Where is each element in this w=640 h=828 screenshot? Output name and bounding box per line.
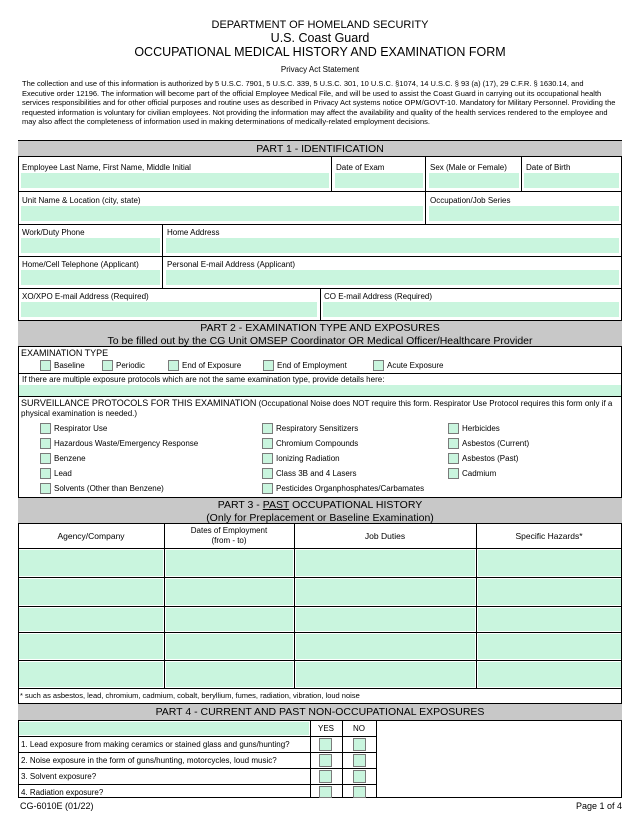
- surveillance-note: (Occupational Noise does NOT require this form. Respirator Use Protocol requires this form only if a physical examination is needed.): [21, 399, 613, 418]
- part1-title: PART 1 - IDENTIFICATION: [18, 140, 622, 157]
- checkbox-hazardous-waste[interactable]: [40, 438, 51, 449]
- home-address-field[interactable]: [166, 238, 619, 253]
- part4-header-fill: [19, 722, 309, 735]
- history-row5-dates[interactable]: [166, 662, 293, 687]
- col-job-duties: Job Duties: [364, 531, 406, 541]
- co-email-field[interactable]: [323, 302, 619, 317]
- history-row4-dates[interactable]: [166, 634, 293, 659]
- checkbox-chromium-compounds[interactable]: [262, 438, 273, 449]
- exam-type-acute-exposure: Acute Exposure: [387, 361, 444, 370]
- part4-title: PART 4 - CURRENT AND PAST NON-OCCUPATIONAL EXPOSURES: [18, 703, 622, 721]
- checkbox-asbestos-past[interactable]: [448, 453, 459, 464]
- label-employee-name: Employee Last Name, First Name, Middle Initial: [22, 163, 191, 172]
- part3-title-line1: [18, 499, 622, 512]
- history-row3-agency[interactable]: [19, 608, 163, 631]
- col-specific-hazards: Specific Hazards*: [515, 531, 583, 541]
- history-row1-hazards[interactable]: [478, 550, 621, 576]
- exam-type-end-of-exposure: End of Exposure: [182, 361, 242, 370]
- history-row4-duties[interactable]: [296, 634, 475, 659]
- protocol-benzene: Benzene: [54, 454, 86, 463]
- checkbox-respirator-use[interactable]: [40, 423, 51, 434]
- col-agency: Agency/Company: [57, 531, 125, 541]
- checkbox-acute-exposure[interactable]: [373, 360, 384, 371]
- protocol-herbicides: Herbicides: [462, 424, 500, 433]
- history-row2-hazards[interactable]: [478, 579, 621, 605]
- part3-title-suffix: OCCUPATIONAL HISTORY: [289, 499, 423, 511]
- q3-yes-checkbox[interactable]: [319, 770, 332, 783]
- protocol-asbestos-current: Asbestos (Current): [462, 439, 530, 448]
- protocol-lead: Lead: [54, 469, 72, 478]
- protocol-asbestos-past: Asbestos (Past): [462, 454, 519, 463]
- history-row5-agency[interactable]: [19, 662, 163, 687]
- checkbox-end-of-employment[interactable]: [263, 360, 274, 371]
- part3-title-past: PAST: [262, 499, 290, 511]
- q3-no-checkbox[interactable]: [353, 770, 366, 783]
- question-radiation: 4. Radiation exposure?: [21, 788, 104, 797]
- hazards-footnote: * such as asbestos, lead, chromium, cadmium, cobalt, beryllium, fumes, radiation, vibration, loud noise: [20, 691, 360, 700]
- home-phone-field[interactable]: [21, 270, 160, 285]
- part2-title-line1: PART 2 - EXAMINATION TYPE AND EXPOSURES: [200, 322, 440, 334]
- page-indicator: Page 1 of 4: [575, 801, 622, 811]
- checkbox-periodic[interactable]: [102, 360, 113, 371]
- checkbox-end-of-exposure[interactable]: [168, 360, 179, 371]
- history-row3-dates[interactable]: [166, 608, 293, 631]
- exam-type-label: EXAMINATION TYPE: [21, 348, 109, 358]
- protocol-chromium-compounds: Chromium Compounds: [276, 439, 359, 448]
- privacy-title: Privacy Act Statement: [280, 65, 360, 74]
- checkbox-solvents[interactable]: [40, 483, 51, 494]
- q2-yes-checkbox[interactable]: [319, 754, 332, 767]
- history-row3-duties[interactable]: [296, 608, 475, 631]
- surveillance-protocols-text: [21, 398, 619, 419]
- part2-title-line2: To be filled out by the CG Unit OMSEP Coordinator OR Medical Officer/Healthcare Provider: [107, 334, 533, 347]
- checkbox-baseline[interactable]: [40, 360, 51, 371]
- checkbox-benzene[interactable]: [40, 453, 51, 464]
- protocol-respirator-use: Respirator Use: [54, 424, 108, 433]
- agency-heading: U.S. Coast Guard: [270, 31, 370, 45]
- history-row4-agency[interactable]: [19, 634, 163, 659]
- exam-type-baseline: Baseline: [54, 361, 85, 370]
- q4-no-checkbox[interactable]: [353, 786, 366, 798]
- protocol-respiratory-sensitizers: Respiratory Sensitizers: [276, 424, 359, 433]
- history-row5-duties[interactable]: [296, 662, 475, 687]
- label-xo-email: XO/XPO E-mail Address (Required): [22, 292, 149, 301]
- question-lead: 1. Lead exposure from making ceramics or stained glass and guns/hunting?: [21, 740, 290, 749]
- label-co-email: CO E-mail Address (Required): [324, 292, 433, 301]
- xo-email-field[interactable]: [21, 302, 317, 317]
- label-work-phone: Work/Duty Phone: [22, 228, 85, 237]
- history-row1-duties[interactable]: [296, 550, 475, 576]
- history-row1-dates[interactable]: [166, 550, 293, 576]
- exam-type-periodic: Periodic: [116, 361, 145, 370]
- label-date-of-exam: Date of Exam: [336, 163, 385, 172]
- label-sex: Sex (Male or Female): [430, 163, 507, 172]
- department-heading: DEPARTMENT OF HOMELAND SECURITY: [211, 19, 429, 31]
- history-row2-agency[interactable]: [19, 579, 163, 605]
- q4-yes-checkbox[interactable]: [319, 786, 332, 798]
- date-of-birth-field[interactable]: [524, 173, 619, 188]
- checkbox-respiratory-sensitizers[interactable]: [262, 423, 273, 434]
- history-row5-hazards[interactable]: [478, 662, 621, 687]
- checkbox-herbicides[interactable]: [448, 423, 459, 434]
- protocol-hazardous-waste: Hazardous Waste/Emergency Response: [54, 439, 199, 448]
- occupation-field[interactable]: [429, 206, 619, 221]
- part3-title: [18, 497, 622, 524]
- label-occupation: Occupation/Job Series: [430, 196, 511, 205]
- privacy-statement: The collection and use of this information is authorized by 5 U.S.C. 7901, 5 U.S.C. 339, 5 U.S.C. 301, 10 U.S.C. §1074, 14 U.S.C. § 93 (a) (17), 29 C.F.R. § 1630.14, and Executive order 12196. The information will become part of the official Employee Medical File, and will be used to assist the Coast Guard in carrying out its occupational health services responsibilities and for other official purposes and routine uses as described in Privacy Act systems notice OPM/GOVT-10. Mandatory for Military Personnel. Providing the requested information is voluntary for civilian employees. Not providing the information may affect the availability and quality of the health services rendered to the employee and may also affect the completeness of information used in making determinations of medically-related employment decisions.: [22, 79, 616, 127]
- history-row2-duties[interactable]: [296, 579, 475, 605]
- surveillance-heading: SURVEILLANCE PROTOCOLS FOR THIS EXAMINATION: [21, 398, 257, 408]
- q2-no-checkbox[interactable]: [353, 754, 366, 767]
- checkbox-ionizing-radiation[interactable]: [262, 453, 273, 464]
- unit-name-field[interactable]: [21, 206, 423, 221]
- history-row2-dates[interactable]: [166, 579, 293, 605]
- part3-title-line2: (Only for Preplacement or Baseline Examination): [206, 511, 434, 524]
- checkbox-asbestos-current[interactable]: [448, 438, 459, 449]
- label-home-address: Home Address: [167, 228, 220, 237]
- history-row3-hazards[interactable]: [478, 608, 621, 631]
- history-row4-hazards[interactable]: [478, 634, 621, 659]
- label-date-of-birth: Date of Birth: [526, 163, 571, 172]
- form-number: CG-6010E (01/22): [20, 801, 94, 811]
- col-dates: [164, 526, 294, 546]
- protocol-ionizing-radiation: Ionizing Radiation: [276, 454, 340, 463]
- part2-title: [18, 320, 622, 347]
- protocol-pesticides: Pesticides Organphosphates/Carbamates: [276, 484, 425, 493]
- yes-header: YES: [317, 724, 334, 733]
- protocol-cadmium: Cadmium: [462, 469, 497, 478]
- q1-yes-checkbox[interactable]: [319, 738, 332, 751]
- form-title: OCCUPATIONAL MEDICAL HISTORY AND EXAMINATION FORM: [134, 45, 506, 59]
- no-header: NO: [353, 724, 365, 733]
- checkbox-cadmium[interactable]: [448, 468, 459, 479]
- date-of-exam-field[interactable]: [335, 173, 423, 188]
- checkbox-class-3b-lasers[interactable]: [262, 468, 273, 479]
- col-dates-line1: Dates of Employment: [190, 526, 268, 535]
- multi-protocol-note: If there are multiple exposure protocols which are not the same examination type, provide details here:: [22, 375, 385, 384]
- checkbox-pesticides[interactable]: [262, 483, 273, 494]
- q1-no-checkbox[interactable]: [353, 738, 366, 751]
- label-personal-email: Personal E-mail Address (Applicant): [167, 260, 296, 269]
- exam-type-end-of-employment: End of Employment: [277, 361, 347, 370]
- personal-email-field[interactable]: [166, 270, 619, 285]
- protocol-class-3b-lasers: Class 3B and 4 Lasers: [276, 469, 357, 478]
- col-dates-line2: (from - to): [211, 536, 247, 545]
- question-noise: 2. Noise exposure in the form of guns/hunting, motorcycles, loud music?: [21, 756, 277, 765]
- label-home-phone: Home/Cell Telephone (Applicant): [22, 260, 139, 269]
- protocol-solvents: Solvents (Other than Benzene): [54, 484, 164, 493]
- work-phone-field[interactable]: [21, 238, 160, 253]
- part3-title-prefix: PART 3 -: [217, 499, 263, 511]
- sex-field[interactable]: [429, 173, 519, 188]
- employee-name-field[interactable]: [21, 173, 329, 188]
- history-row1-agency[interactable]: [19, 550, 163, 576]
- multi-protocol-details-field[interactable]: [19, 385, 621, 396]
- checkbox-lead[interactable]: [40, 468, 51, 479]
- question-solvent: 3. Solvent exposure?: [21, 772, 97, 781]
- label-unit-name: Unit Name & Location (city, state): [22, 196, 141, 205]
